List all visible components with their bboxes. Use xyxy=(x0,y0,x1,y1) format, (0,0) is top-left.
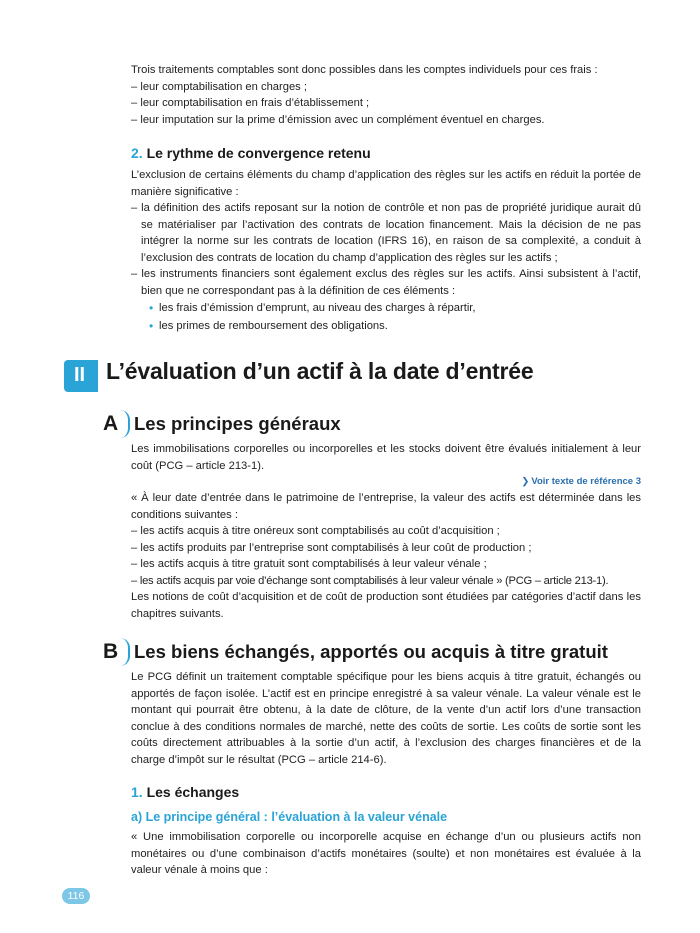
section-a-dash-1: – les actifs acquis à titre onéreux sont comptabilisés au coût d’acquisition ; xyxy=(131,525,500,537)
section-2-dash-2: – les instruments financiers sont également exclus des règles sur les actifs. Ainsi subsistent à l’actif, bien que ne correspondant pas à la définition de ces éléments : xyxy=(131,268,641,297)
intro-item-2: – leur comptabilisation en frais d’établissement ; xyxy=(131,97,370,109)
section-a-para-1: Les immobilisations corporelles ou incorporelles et les stocks doivent être évalués initialement à leur coût (PCG – article 213-1). xyxy=(131,443,641,472)
section-a-quote: « À leur date d’entrée dans le patrimoine de l’entreprise, la valeur des actifs est déterminée dans les conditions suivantes : xyxy=(131,492,641,521)
intro-item-1: – leur comptabilisation en charges ; xyxy=(131,80,307,93)
paren-icon xyxy=(120,638,130,666)
reference-link[interactable]: ❯ Voir texte de référence 3 xyxy=(521,476,641,487)
section-b-quote: « Une immobilisation corporelle ou incorporelle acquise en échange d’un ou plusieurs actifs non monétaires ou d’une combinaison d’actifs monétaires (soulte) et non monétaires est évaluée à la valeur vénale à moins que : xyxy=(131,831,641,876)
section-a-dash-4: – les actifs acquis par voie d’échange sont comptabilisés à leur valeur vénale » (PCG – article 213-1). xyxy=(131,574,609,587)
section-a-body xyxy=(131,490,641,622)
section-a-letter: A xyxy=(103,412,119,435)
subsection-a-title: a) Le principe général : l’évaluation à la valeur vénale xyxy=(131,810,448,824)
section-b-title: Les biens échangés, apportés ou acquis à titre gratuit xyxy=(134,641,608,662)
section-a-dash-2: – les actifs produits par l’entreprise sont comptabilisés à leur coût de production ; xyxy=(131,541,532,554)
paren-icon xyxy=(120,410,130,438)
section-a-title: Les principes généraux xyxy=(134,413,341,434)
bullet-icon: • xyxy=(149,301,154,315)
section-2-number: 2. xyxy=(131,145,143,161)
part-ii-title: L’évaluation d’un actif à la date d’entrée xyxy=(106,358,534,384)
subsection-1-heading xyxy=(131,784,641,800)
bullet-item: • les primes de remboursement des obligations. xyxy=(149,319,388,333)
section-a-para-2: Les notions de coût d’acquisition et de coût de production sont étudiées par catégories d’actif dans les chapitres suivants. xyxy=(131,591,641,620)
page-number: 116 xyxy=(67,890,85,902)
intro-line: Trois traitements comptables sont donc possibles dans les comptes individuels pour ces frais : xyxy=(131,64,598,76)
part-ii-badge: II xyxy=(64,360,98,392)
section-b-paragraph: Le PCG définit un traitement comptable spécifique pour les biens acquis à titre gratuit, échangés ou apportés de façon isolée. L’actif est en principe enregistré à sa valeur vénale. La valeur vénale est le montant qui pourrait être obtenu, à la date de clôture, de la vente d’un actif lors d’une transaction conclue à des conditions normales de marché, nette des coûts de sortie. Les coûts de sortie sont les coûts directement attribuables à la sortie d’un actif, à l’exclusion des charges financières et de la charge d’impôt sur le résultat (PCG – article 214-6). xyxy=(131,671,641,766)
subsection-1-title: Les échanges xyxy=(146,784,240,800)
subsection-1-number: 1. xyxy=(131,784,143,800)
section-2-title: Le rythme de convergence retenu xyxy=(146,145,371,161)
section-2-dash-1: – la définition des actifs reposant sur la notion de contrôle et non pas de propriété juridique aurait dû se matérialiser par l’activation des contrats de location financement. Mais la décision de ne pas intégrer la norme sur les contrats de location (IFRS 16), en raison de sa complexité, a conduit à l’exclusion des contrats de location du champ d’application des règles sur les actifs ; xyxy=(131,202,641,264)
bullet-item: • les frais d’émission d’emprunt, au niveau des charges à répartir, xyxy=(149,301,476,315)
section-2-body xyxy=(131,167,641,335)
intro-block xyxy=(131,62,641,128)
page-number-badge xyxy=(62,888,90,904)
section-b-letter: B xyxy=(103,640,119,663)
bullet-icon: • xyxy=(149,319,154,333)
section-a-dash-3: – les actifs acquis à titre gratuit sont comptabilisés à leur valeur vénale ; xyxy=(131,558,487,570)
section-2-paragraph: L’exclusion de certains éléments du champ d’application des règles sur les actifs en réduit la portée de manière significative : xyxy=(131,169,641,198)
chevron-right-icon: ❯ xyxy=(521,476,530,487)
section-2-heading xyxy=(131,145,641,161)
intro-item-3: – leur imputation sur la prime d’émission avec un complément éventuel en charges. xyxy=(131,113,545,126)
